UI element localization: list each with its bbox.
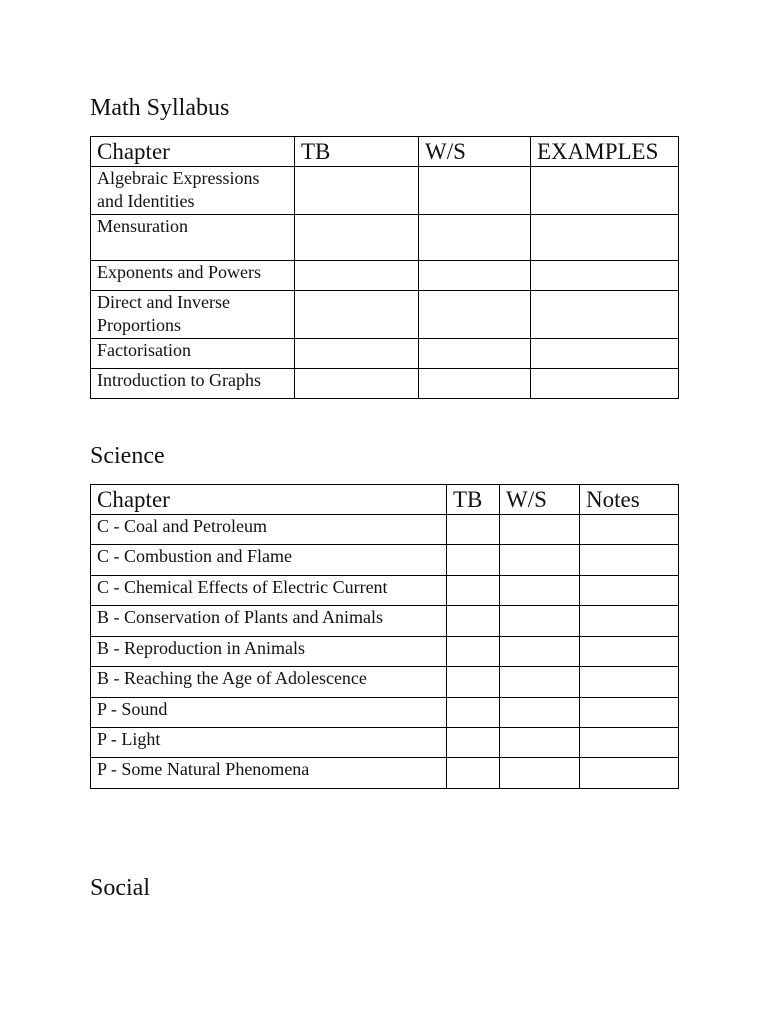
math-syllabus-table [90, 136, 679, 399]
science-heading: Science [90, 443, 165, 469]
science-notes-cell[interactable] [580, 576, 679, 606]
science-row [91, 637, 679, 667]
math-tb-cell[interactable] [295, 369, 419, 399]
math-col-ws: W/S [419, 137, 531, 167]
math-chapter-cell: Algebraic Expressions and Identities [91, 167, 295, 215]
science-chapter-cell: P - Sound [91, 698, 447, 728]
math-col-tb: TB [295, 137, 419, 167]
science-ws-cell[interactable] [500, 637, 580, 667]
science-chapter-cell: B - Reproduction in Animals [91, 637, 447, 667]
science-row [91, 728, 679, 758]
math-row [91, 369, 679, 399]
math-ws-cell[interactable] [419, 291, 531, 339]
math-row [91, 261, 679, 291]
science-ws-cell[interactable] [500, 667, 580, 698]
science-syllabus-table [90, 484, 679, 789]
science-ws-cell[interactable] [500, 758, 580, 789]
science-row [91, 515, 679, 545]
science-col-chapter: Chapter [91, 485, 447, 515]
math-col-chapter: Chapter [91, 137, 295, 167]
science-ws-cell[interactable] [500, 576, 580, 606]
math-row [91, 215, 679, 261]
math-ws-cell[interactable] [419, 167, 531, 215]
science-ws-cell[interactable] [500, 728, 580, 758]
science-row [91, 606, 679, 637]
math-chapter-cell: Factorisation [91, 339, 295, 369]
science-tb-cell[interactable] [447, 758, 500, 789]
science-chapter-cell: C - Coal and Petroleum [91, 515, 447, 545]
science-row [91, 545, 679, 576]
science-tb-cell[interactable] [447, 606, 500, 637]
math-examples-cell[interactable] [531, 369, 679, 399]
science-chapter-cell: B - Reaching the Age of Adolescence [91, 667, 447, 698]
science-chapter-cell: P - Light [91, 728, 447, 758]
science-chapter-cell: C - Chemical Effects of Electric Current [91, 576, 447, 606]
math-examples-cell[interactable] [531, 339, 679, 369]
science-notes-cell[interactable] [580, 728, 679, 758]
math-tb-cell[interactable] [295, 215, 419, 261]
science-col-ws: W/S [500, 485, 580, 515]
math-examples-cell[interactable] [531, 215, 679, 261]
social-heading: Social [90, 875, 150, 901]
science-col-tb: TB [447, 485, 500, 515]
science-ws-cell[interactable] [500, 545, 580, 576]
science-chapter-cell: B - Conservation of Plants and Animals [91, 606, 447, 637]
math-chapter-cell: Mensuration [91, 215, 295, 261]
math-ws-cell[interactable] [419, 369, 531, 399]
science-ws-cell[interactable] [500, 515, 580, 545]
math-row [91, 339, 679, 369]
math-chapter-cell: Introduction to Graphs [91, 369, 295, 399]
science-header-row [91, 485, 679, 515]
science-tb-cell[interactable] [447, 576, 500, 606]
math-tb-cell[interactable] [295, 167, 419, 215]
science-chapter-cell: P - Some Natural Phenomena [91, 758, 447, 789]
science-notes-cell[interactable] [580, 606, 679, 637]
math-tb-cell[interactable] [295, 291, 419, 339]
math-chapter-cell: Direct and Inverse Proportions [91, 291, 295, 339]
math-tb-cell[interactable] [295, 339, 419, 369]
science-tb-cell[interactable] [447, 698, 500, 728]
science-notes-cell[interactable] [580, 667, 679, 698]
math-ws-cell[interactable] [419, 215, 531, 261]
science-notes-cell[interactable] [580, 515, 679, 545]
science-notes-cell[interactable] [580, 758, 679, 789]
science-tb-cell[interactable] [447, 515, 500, 545]
math-header-row [91, 137, 679, 167]
science-row [91, 758, 679, 789]
science-ws-cell[interactable] [500, 606, 580, 637]
science-col-notes: Notes [580, 485, 679, 515]
science-notes-cell[interactable] [580, 698, 679, 728]
math-syllabus-heading: Math Syllabus [90, 95, 230, 121]
science-tb-cell[interactable] [447, 637, 500, 667]
math-examples-cell[interactable] [531, 261, 679, 291]
science-row [91, 576, 679, 606]
science-row [91, 698, 679, 728]
science-tb-cell[interactable] [447, 545, 500, 576]
science-chapter-cell: C - Combustion and Flame [91, 545, 447, 576]
math-ws-cell[interactable] [419, 339, 531, 369]
math-chapter-cell: Exponents and Powers [91, 261, 295, 291]
science-ws-cell[interactable] [500, 698, 580, 728]
science-notes-cell[interactable] [580, 637, 679, 667]
math-examples-cell[interactable] [531, 291, 679, 339]
science-row [91, 667, 679, 698]
math-tb-cell[interactable] [295, 261, 419, 291]
math-examples-cell[interactable] [531, 167, 679, 215]
math-ws-cell[interactable] [419, 261, 531, 291]
science-tb-cell[interactable] [447, 667, 500, 698]
math-col-examples: EXAMPLES [531, 137, 679, 167]
math-row [91, 167, 679, 215]
science-notes-cell[interactable] [580, 545, 679, 576]
math-row [91, 291, 679, 339]
science-tb-cell[interactable] [447, 728, 500, 758]
